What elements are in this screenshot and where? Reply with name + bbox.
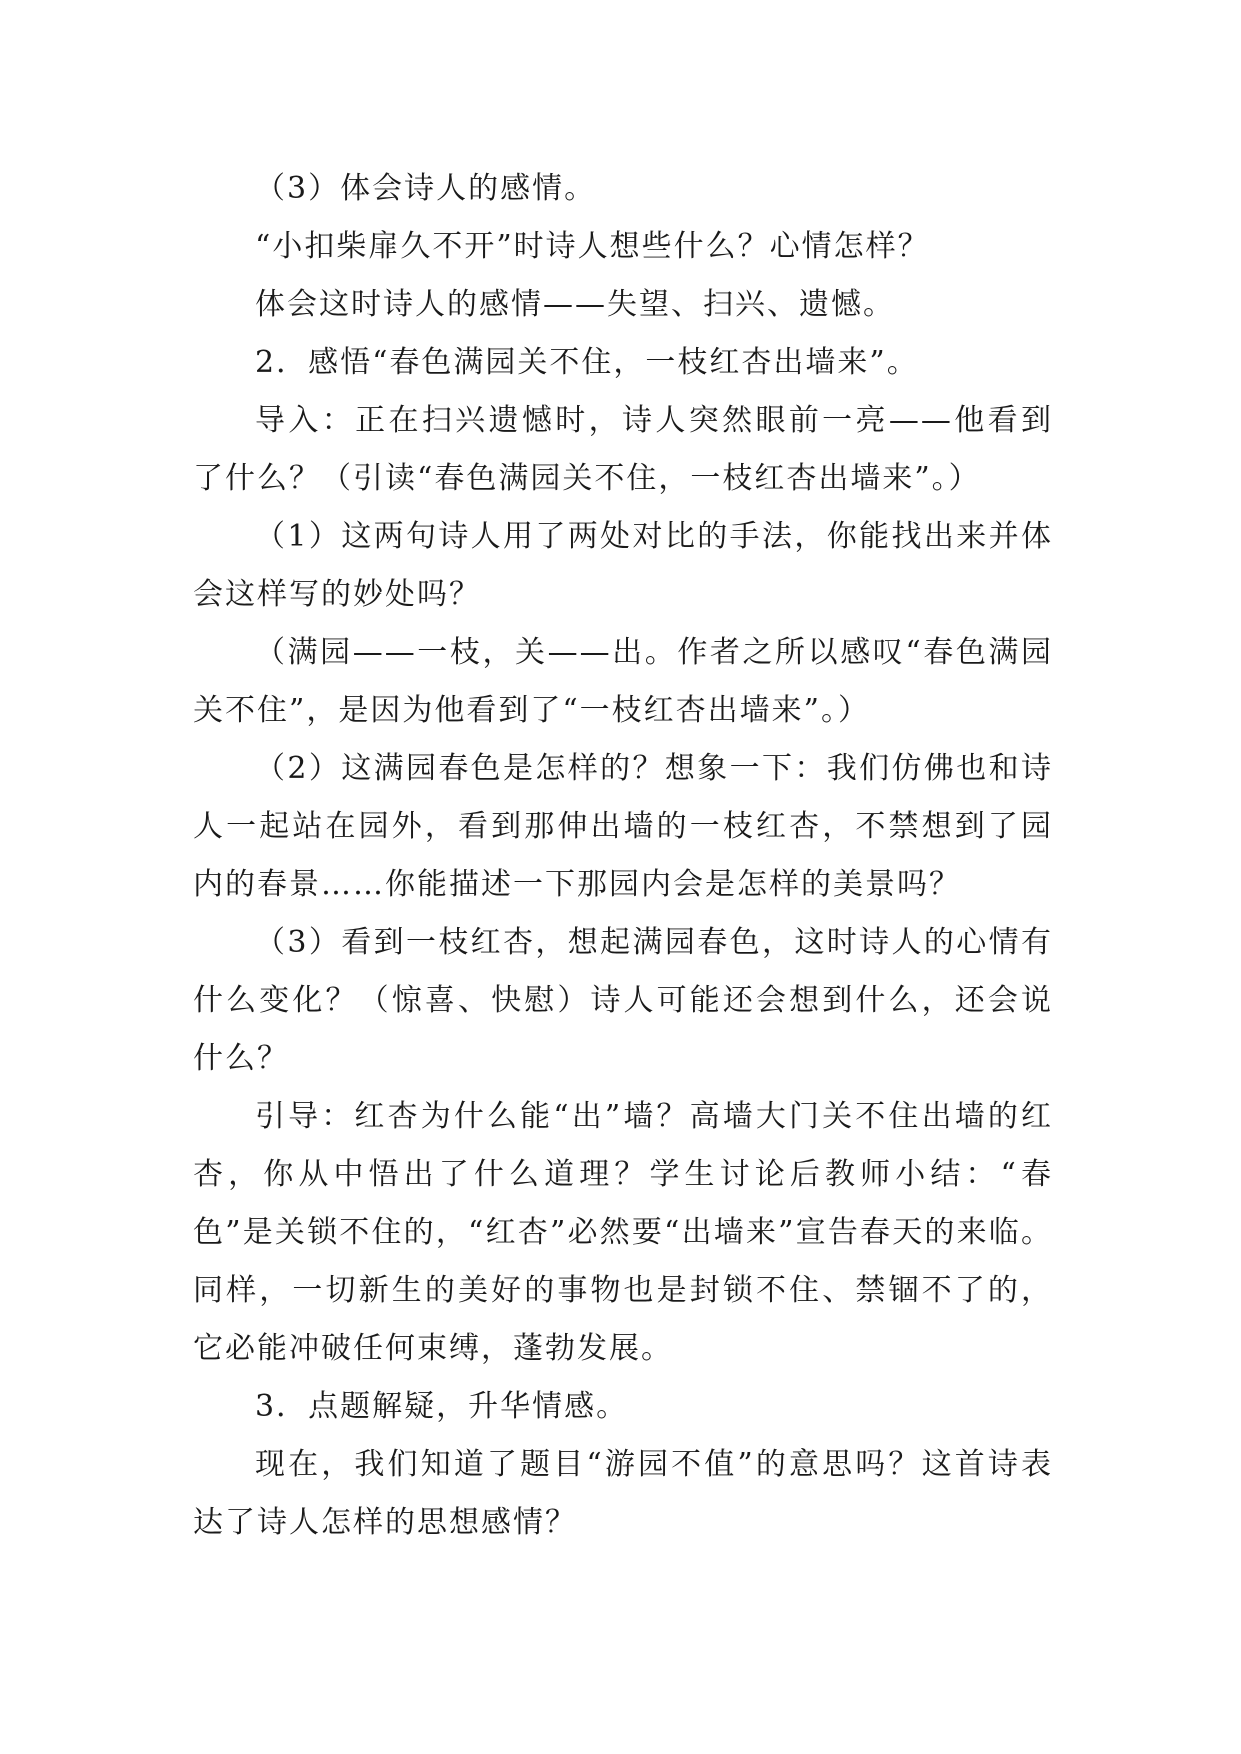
paragraph-4: 2．感悟“春色满园关不住，一枝红杏出墙来”。 bbox=[255, 345, 919, 380]
paragraph-6: （1）这两句诗人用了两处对比的手法，你能找出来并体会这样写的妙处吗？ bbox=[193, 519, 1053, 612]
paragraph-9: （3）看到一枝红杏，想起满园春色，这时诗人的心情有什么变化？（惊喜、快慰）诗人可能还会想到什么，还会说什么？ bbox=[193, 925, 1053, 1076]
paragraph-2: “小扣柴扉久不开”时诗人想些什么？心情怎样？ bbox=[255, 229, 930, 264]
paragraph-3: 体会这时诗人的感情——失望、扫兴、遗憾。 bbox=[255, 287, 895, 322]
paragraph-10: 引导：红杏为什么能“出”墙？高墙大门关不住出墙的红杏，你从中悟出了什么道理？学生讨论后教师小结：“春色”是关锁不住的，“红杏”必然要“出墙来”宣告春天的来临。同样，一切新生的美好的事物也是封锁不住、禁锢不了的，它必能冲破任何束缚，蓬勃发展。 bbox=[193, 1099, 1053, 1366]
paragraph-1: （3）体会诗人的感情。 bbox=[255, 171, 597, 206]
paragraph-11: 3．点题解疑，升华情感。 bbox=[255, 1389, 629, 1424]
paragraph-7: （满园——一枝，关——出。作者之所以感叹“春色满园关不住”，是因为他看到了“一枝红杏出墙来”。） bbox=[193, 635, 1053, 728]
paragraph-5: 导入：正在扫兴遗憾时，诗人突然眼前一亮——他看到了什么？（引读“春色满园关不住，一枝红杏出墙来”。） bbox=[193, 403, 1053, 496]
paragraph-8: （2）这满园春色是怎样的？想象一下：我们仿佛也和诗人一起站在园外，看到那伸出墙的一枝红杏，不禁想到了园内的春景……你能描述一下那园内会是怎样的美景吗？ bbox=[193, 751, 1053, 902]
document-body bbox=[193, 160, 1053, 1552]
paragraph-12: 现在，我们知道了题目“游园不值”的意思吗？这首诗表达了诗人怎样的思想感情？ bbox=[193, 1447, 1053, 1540]
